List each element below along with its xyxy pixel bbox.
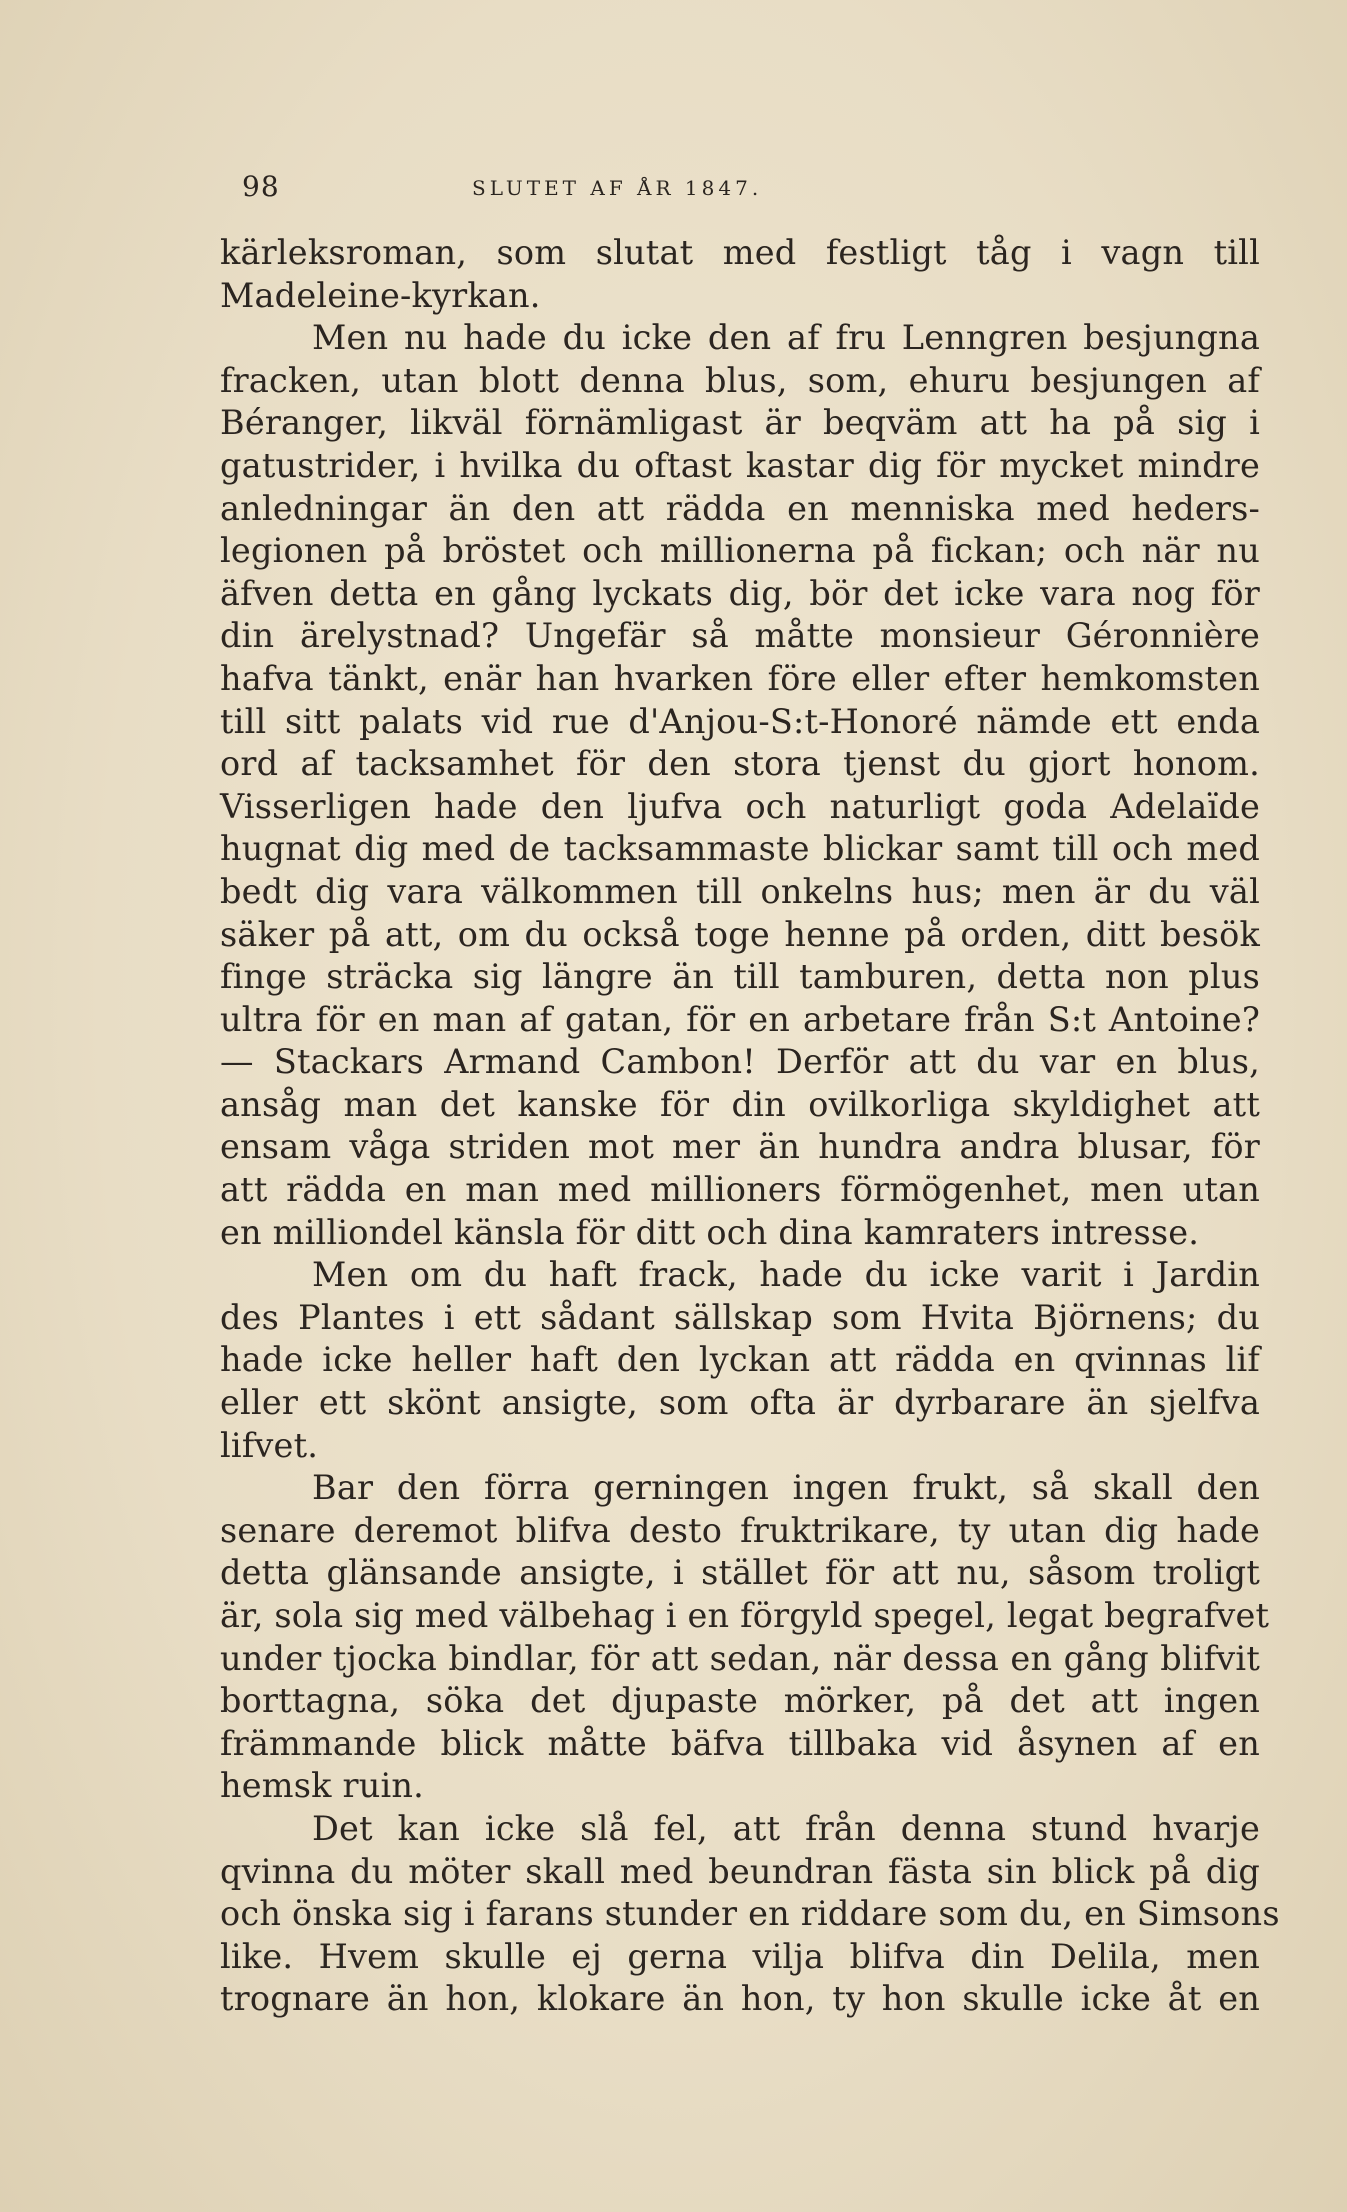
page-header — [242, 170, 1102, 210]
text-line: Det kan icke slå fel, att från denna stund hvarje — [312, 1808, 1260, 1848]
text-line: gatustrider, i hvilka du oftast kastar dig för mycket mindre — [220, 445, 1260, 485]
text-line: detta glänsande ansigte, i stället för att nu, såsom troligt — [220, 1553, 1260, 1593]
text-line: att rädda en man med millioners förmögenhet, men utan — [220, 1170, 1260, 1210]
text-line: ansåg man det kanske för din ovilkorliga skyldighet att — [220, 1084, 1260, 1124]
text-line: finge sträcka sig längre än till tamburen, detta non plus — [220, 957, 1260, 997]
text-line: är, sola sig med välbehag i en förgyld spegel, legat begrafvet — [220, 1596, 1270, 1635]
text-line: bedt dig vara välkommen till onkelns hus; men är du väl — [220, 871, 1260, 911]
text-line: säker på att, om du också toge henne på orden, ditt besök — [220, 914, 1260, 954]
text-line: Men om du haft frack, hade du icke varit i Jardin — [312, 1255, 1260, 1295]
text-line: senare deremot blifva desto fruktrikare, ty utan dig hade — [220, 1510, 1260, 1550]
text-line: främmande blick måtte bäfva tillbaka vid åsynen af en — [220, 1723, 1260, 1763]
text-line: ensam våga striden mot mer än hundra andra blusar, för — [220, 1127, 1260, 1167]
text-line: fracken, utan blott denna blus, som, ehuru besjungen af — [220, 360, 1260, 400]
text-line: Madeleine-kyrkan. — [220, 275, 541, 315]
text-line: Visserligen hade den ljufva och naturligt goda Adelaïde — [220, 786, 1260, 826]
text-line: like. Hvem skulle ej gerna vilja blifva din Delila, men — [220, 1936, 1260, 1976]
text-line: ord af tacksamhet för den stora tjenst du gjort honom. — [220, 744, 1260, 784]
text-line: legionen på bröstet och millionerna på fickan; och när nu — [220, 531, 1260, 571]
text-line: des Plantes i ett sådant sällskap som Hvita Björnens; du — [220, 1297, 1260, 1337]
text-line: hafva tänkt, enär han hvarken före eller efter hemkomsten — [220, 658, 1260, 698]
text-line: Men nu hade du icke den af fru Lenngren besjungna — [312, 318, 1260, 358]
running-head: SLUTET AF ÅR 1847. — [472, 176, 763, 200]
body-text — [220, 232, 1280, 2021]
text-line: trognare än hon, klokare än hon, ty hon skulle icke åt en — [220, 1979, 1260, 2019]
text-line: under tjocka bindlar, för att sedan, när dessa en gång blifvit — [220, 1638, 1260, 1678]
text-line: Béranger, likväl förnämligast är beqväm att ha på sig i — [220, 403, 1260, 443]
text-line: ultra för en man af gatan, för en arbetare från S:t Antoine? — [220, 999, 1260, 1039]
text-line: eller ett skönt ansigte, som ofta är dyrbarare än sjelfva — [220, 1383, 1260, 1423]
page-number: 98 — [242, 170, 280, 203]
text-line: din ärelystnad? Ungefär så måtte monsieur Géronnière — [220, 616, 1260, 656]
text-line: borttagna, söka det djupaste mörker, på det att ingen — [220, 1681, 1260, 1721]
text-line: Bar den förra gerningen ingen frukt, så skall den — [312, 1468, 1260, 1508]
text-line: kärleksroman, som slutat med festligt tåg i vagn till — [220, 233, 1260, 272]
text-line: qvinna du möter skall med beundran fästa sin blick på dig — [220, 1851, 1260, 1891]
text-line: hade icke heller haft den lyckan att rädda en qvinnas lif — [220, 1340, 1260, 1380]
text-line: äfven detta en gång lyckats dig, bör det icke vara nog för — [220, 573, 1260, 613]
text-line: en milliondel känsla för ditt och dina kamraters intresse. — [220, 1212, 1200, 1252]
text-line: hugnat dig med de tacksammaste blickar samt till och med — [220, 829, 1260, 869]
text-line: — Stackars Armand Cambon! Derför att du var en blus, — [220, 1042, 1260, 1082]
text-line: till sitt palats vid rue d'Anjou-S:t-Honoré nämde ett enda — [220, 701, 1260, 741]
text-line: hemsk ruin. — [220, 1766, 425, 1806]
text-line: och önska sig i farans stunder en riddare som du, en Simsons — [220, 1894, 1280, 1934]
text-line: lifvet. — [220, 1425, 319, 1465]
text-line: anledningar än den att rädda en menniska med heders- — [220, 488, 1260, 528]
